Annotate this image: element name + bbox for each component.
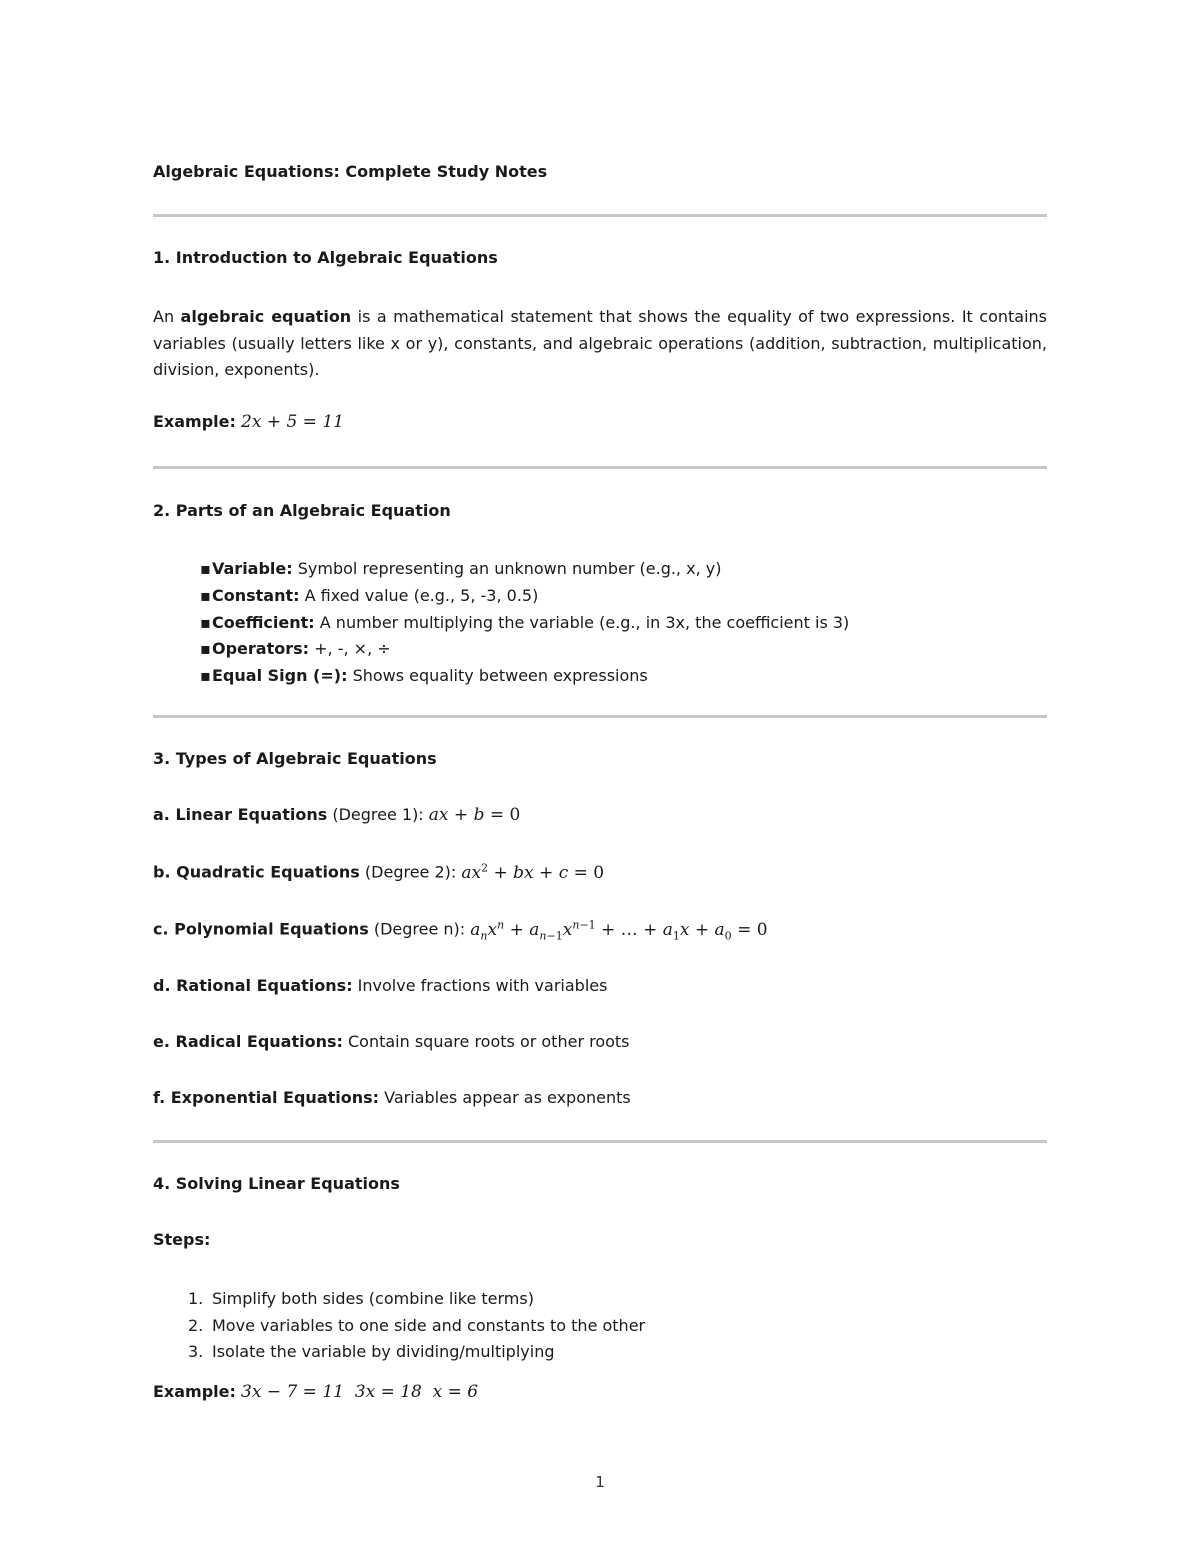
type-rational [153, 976, 607, 995]
page-number: 1 [595, 1473, 605, 1491]
example-label: Example: [153, 1382, 236, 1401]
step-text: Isolate the variable by dividing/multiplying [212, 1342, 555, 1361]
type-label: e. Radical Equations: [153, 1032, 343, 1051]
step-number: 2. [188, 1315, 204, 1335]
type-radical [153, 1032, 630, 1051]
example-equation: 3x − 7 = 11 3x = 18 x = 6 [241, 1382, 479, 1402]
section-heading-parts: 2. Parts of an Algebraic Equation [153, 501, 451, 520]
bullet-icon: ▪ [200, 559, 211, 578]
type-degree: (Degree 2): [359, 862, 462, 882]
list-item [188, 1286, 645, 1313]
horizontal-rule [153, 466, 1047, 469]
section-heading-introduction: 1. Introduction to Algebraic Equations [153, 248, 498, 267]
bullet-icon: ▪ [200, 585, 211, 605]
solving-example [153, 1382, 478, 1402]
steps-label: Steps: [153, 1230, 211, 1249]
document-title: Algebraic Equations: Complete Study Notes [153, 162, 548, 181]
list-item [200, 636, 849, 663]
list-item-desc: Symbol representing an unknown number (e.g., x, y) [292, 559, 722, 578]
paragraph-text: is a mathematical statement that shows the equality of two expressions. It contains variables (usually letters like x or y), constants, and algebraic operations (addition, subtraction, multiplication, division, exponents). [153, 307, 1047, 379]
polynomial-equation-formula: $a_nx^n + a_{n-1}x^{n-1}$ + … + $a_1x + a_0 = 0$ [470, 918, 768, 943]
list-item-desc: Shows equality between expressions [347, 666, 648, 686]
bullet-icon: ▪ [200, 612, 211, 632]
list-item-term: Operators: [212, 639, 310, 659]
example-label: Example: [153, 412, 236, 431]
bullet-icon: ▪ [200, 639, 211, 659]
introduction-example [153, 412, 344, 432]
type-label: a. Linear Equations [153, 805, 328, 824]
type-label: d. Rational Equations: [153, 976, 353, 995]
type-desc: Variables appear as exponents [379, 1088, 631, 1107]
type-polynomial [153, 918, 768, 942]
type-label: f. Exponential Equations: [153, 1088, 380, 1107]
list-item-term: Equal Sign (=): [212, 666, 348, 686]
list-item [200, 663, 849, 690]
section-heading-types: 3. Types of Algebraic Equations [153, 749, 437, 768]
horizontal-rule [153, 1140, 1047, 1143]
type-desc: Contain square roots or other roots [342, 1032, 630, 1051]
bullet-icon: ▪ [200, 666, 211, 686]
list-item [188, 1339, 645, 1366]
list-item-desc: A number multiplying the variable (e.g., in 3x, the coefficient is 3) [314, 612, 850, 632]
step-text: Simplify both sides (combine like terms) [212, 1289, 534, 1308]
list-item-desc: +, -, ×, ÷ [309, 639, 391, 659]
linear-equation-formula: ax + b = 0 [428, 805, 521, 825]
type-linear [153, 805, 520, 825]
list-item-desc: A fixed value (e.g., 5, -3, 0.5) [299, 585, 539, 605]
type-degree: (Degree n): [368, 919, 471, 939]
step-text: Move variables to one side and constants to the other [212, 1315, 646, 1335]
steps-list [188, 1286, 645, 1366]
list-item-term: Coefficient: [212, 612, 315, 632]
list-item [200, 610, 849, 637]
list-item [188, 1313, 645, 1340]
list-item-term: Variable: [212, 559, 293, 578]
step-number: 1. [188, 1289, 204, 1308]
type-degree: (Degree 1): [327, 805, 429, 824]
step-number: 3. [188, 1342, 204, 1361]
type-quadratic [153, 861, 604, 883]
quadratic-equation-formula: $ax^2$ + bx + c = 0 [461, 861, 605, 883]
paragraph-bold-term: algebraic equation [180, 307, 352, 326]
type-exponential [153, 1088, 631, 1107]
list-item-term: Constant: [212, 585, 300, 605]
parts-bullet-list [200, 556, 849, 690]
section-heading-solving: 4. Solving Linear Equations [153, 1174, 400, 1193]
type-desc: Involve fractions with variables [352, 976, 608, 995]
list-item [200, 556, 849, 583]
introduction-paragraph [153, 304, 1047, 384]
horizontal-rule [153, 715, 1047, 718]
horizontal-rule [153, 214, 1047, 217]
example-equation: 2x + 5 = 11 [241, 412, 344, 432]
paragraph-text: An [153, 307, 181, 326]
type-label: c. Polynomial Equations [153, 919, 369, 939]
list-item [200, 583, 849, 610]
type-label: b. Quadratic Equations [153, 862, 360, 882]
